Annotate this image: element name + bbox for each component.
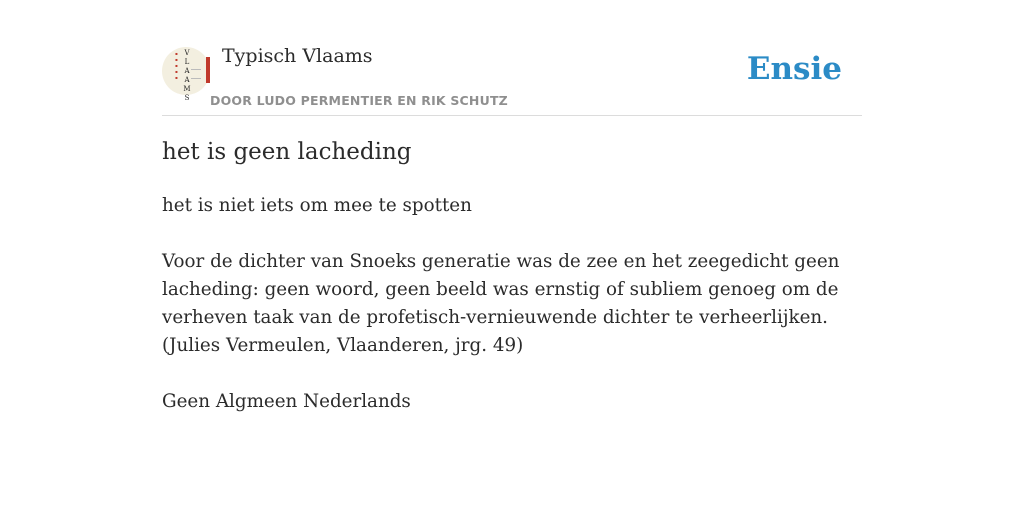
entry-meaning: het is niet iets om mee te spotten <box>162 195 472 216</box>
cover-lettering: V L A A M S <box>183 49 191 102</box>
ensie-logo[interactable]: Ensie <box>746 51 842 87</box>
usage-note: Geen Algmeen Nederlands <box>162 391 411 412</box>
entry-term: het is geen lacheding <box>162 139 412 165</box>
cover-fineprint <box>191 69 201 79</box>
example-source: (Julies Vermeulen, Vlaanderen, jrg. 49) <box>162 335 524 356</box>
book-authors: DOOR LUDO PERMENTIER EN RIK SCHUTZ <box>210 93 508 108</box>
entry-definition <box>162 192 840 416</box>
book-title[interactable]: Typisch Vlaams <box>222 45 373 67</box>
cover-red-edge <box>206 57 210 83</box>
example-line: verheven taak van de profetisch-vernieuwende dichter te verheerlijken. <box>162 307 828 328</box>
example-line: Voor de dichter van Snoeks generatie was de zee en het zeegedicht geen <box>162 251 840 272</box>
entry-header <box>162 0 862 116</box>
book-cover-thumbnail[interactable] <box>162 47 210 102</box>
cover-decoration: ▪ ▪ ▪ ▪ ▪ <box>175 51 178 80</box>
example-line: lacheding: geen woord, geen beeld was ernstig of subliem genoeg om de <box>162 279 839 300</box>
